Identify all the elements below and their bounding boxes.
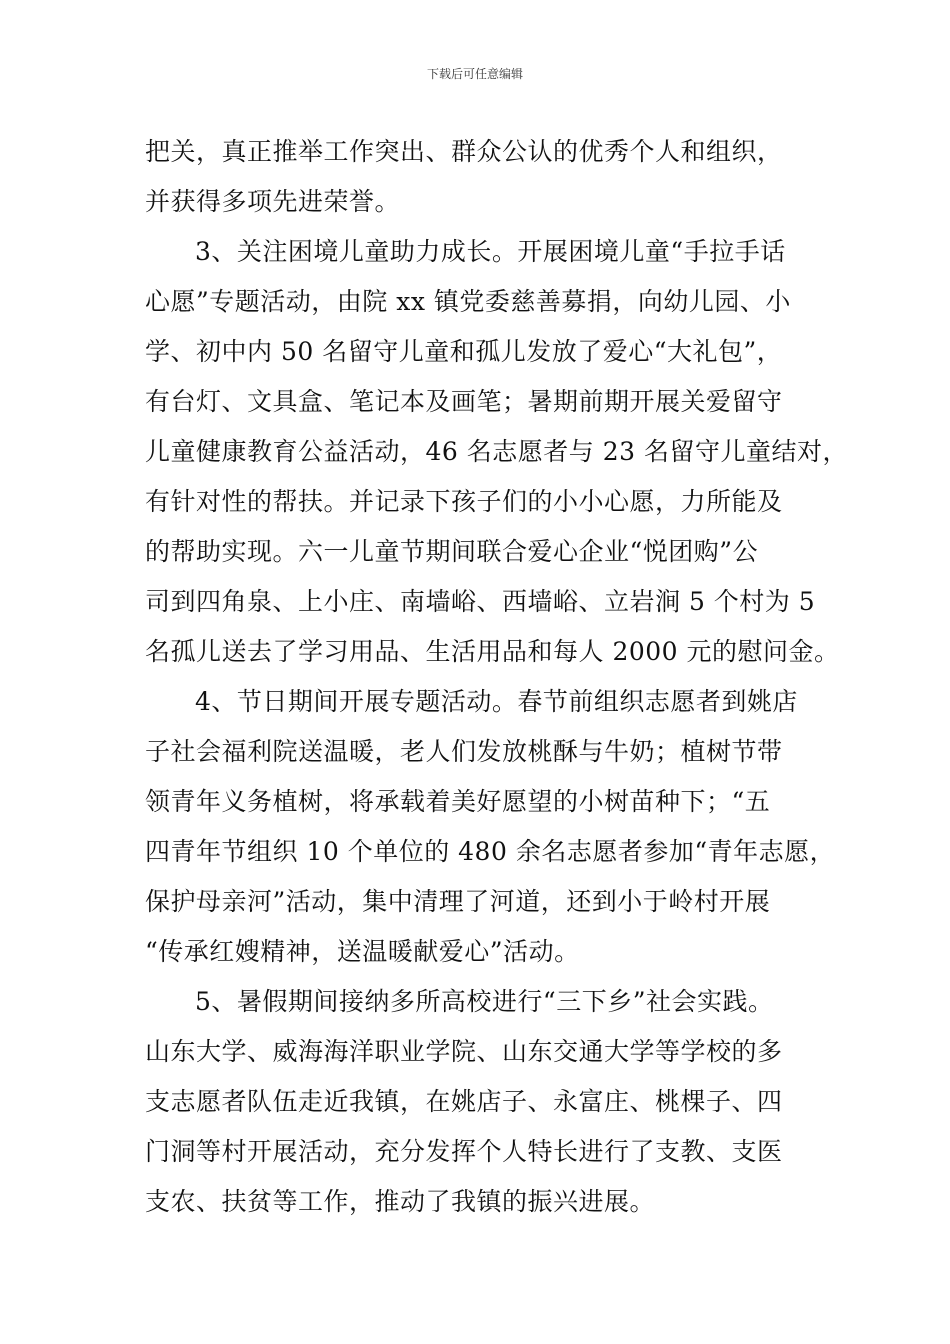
text-line: 有台灯、文具盒、笔记本及画笔；暑期前期开展关爱留守 xyxy=(145,387,783,416)
paragraph-item-5 xyxy=(145,977,835,1227)
text-line: 学、初中内 50 名留守儿童和孤儿发放了爱心“大礼包”， xyxy=(145,337,783,366)
text-line: 保护母亲河”活动，集中清理了河道，还到小于岭村开展 xyxy=(145,887,771,916)
text-line: 名孤儿送去了学习用品、生活用品和每人 2000 元的慰问金。 xyxy=(145,637,840,666)
text-line: 门洞等村开展活动，充分发挥个人特长进行了支教、支医 xyxy=(145,1137,783,1166)
text-line: 心愿”专题活动，由院 xx 镇党委慈善募捐，向幼儿园、小 xyxy=(145,287,791,316)
page-header: 下载后可任意编辑 xyxy=(426,67,523,81)
text-line: 司到四角泉、上小庄、南墙峪、西墙峪、立岩涧 5 个村为 5 xyxy=(145,587,816,616)
text-line: 3、关注困境儿童助力成长。开展困境儿童“手拉手话 xyxy=(195,237,786,266)
text-line: 领青年义务植树，将承载着美好愿望的小树苗种下；“五 xyxy=(145,787,771,816)
text-line: 儿童健康教育公益活动，46 名志愿者与 23 名留守儿童结对， xyxy=(145,437,848,466)
text-line: 有针对性的帮扶。并记录下孩子们的小小心愿，力所能及 xyxy=(145,487,783,516)
text-line: 山东大学、威海海洋职业学院、山东交通大学等学校的多 xyxy=(145,1037,783,1066)
paragraph-item-4 xyxy=(145,677,835,977)
text-line: 支志愿者队伍走近我镇，在姚店子、永富庄、桃棵子、四 xyxy=(145,1087,783,1116)
text-line: 子社会福利院送温暖，老人们发放桃酥与牛奶；植树节带 xyxy=(145,737,783,766)
text-line: 的帮助实现。六一儿童节期间联合爱心企业“悦团购”公 xyxy=(145,537,759,566)
document-body xyxy=(145,127,848,1227)
text-line: 把关，真正推举工作突出、群众公认的优秀个人和组织， xyxy=(145,137,783,166)
text-line: 支农、扶贫等工作，推动了我镇的振兴进展。 xyxy=(145,1187,656,1216)
paragraph-continuation xyxy=(145,127,835,227)
paragraph-item-3 xyxy=(145,227,848,677)
text-line: 四青年节组织 10 个单位的 480 余名志愿者参加“青年志愿， xyxy=(145,837,836,866)
text-line: 4、节日期间开展专题活动。春节前组织志愿者到姚店 xyxy=(195,687,798,716)
text-line: 并获得多项先进荣誉。 xyxy=(145,187,401,216)
text-line: “传承红嫂精神，送温暖献爱心”活动。 xyxy=(145,937,580,966)
text-line: 5、暑假期间接纳多所高校进行“三下乡”社会实践。 xyxy=(195,987,774,1016)
